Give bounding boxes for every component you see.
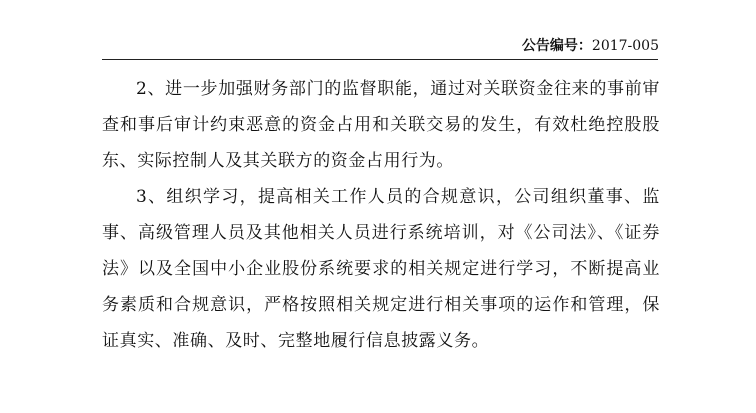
announcement-number-value: 2017-005: [591, 38, 659, 54]
header-divider: [102, 59, 658, 60]
announcement-number: [522, 37, 659, 55]
announcement-number-label: 公告编号：: [521, 38, 592, 54]
page-header: [0, 0, 756, 62]
document-body: [102, 71, 660, 359]
paragraph-item-2: 2、进一步加强财务部门的监督职能，通过对关联资金往来的事前审查和事后审计约束恶意的资金占用和关联交易的发生，有效杜绝控股股东、实际控制人及其关联方的资金占用行为。: [102, 79, 660, 171]
paragraph-item-3: 3、组织学习，提高相关工作人员的合规意识，公司组织董事、监事、高级管理人员及其他相关人员进行系统培训，对《公司法》、《证券法》以及全国中小企业股份系统要求的相关规定进行学习，不断提高业务素质和合规意识，严格按照相关规定进行相关事项的运作和管理，保证真实、准确、及时、完整地履行信息披露义务。: [102, 187, 660, 351]
